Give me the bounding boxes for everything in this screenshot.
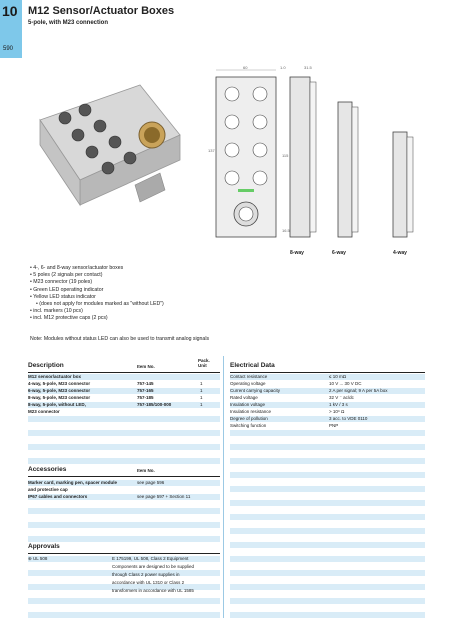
row-stripe <box>230 486 425 492</box>
table-cell-item: 757-185/100-000 <box>137 402 172 407</box>
table-cell-item: see page 597 + Section 11 <box>137 494 191 499</box>
feature-item: • 5 poles (2 signals per contact) <box>30 272 164 279</box>
table-cell-pack: 1 <box>200 395 203 400</box>
feature-item: • M23 connector (19 poles) <box>30 279 164 286</box>
row-stripe <box>28 508 220 514</box>
drawing-label-4way: 4-way <box>393 250 407 256</box>
electrical-label: Operating voltage <box>230 381 266 386</box>
feature-list <box>30 265 164 323</box>
table-cell-pack: 1 <box>200 381 203 386</box>
chapter-number: 10 <box>2 3 18 19</box>
dim-bottom: 16.5 <box>282 228 290 233</box>
table-cell-pack: 1 <box>200 402 203 407</box>
dim-height-8way: 137 <box>208 148 215 153</box>
electrical-label: Insulation resistance <box>230 409 272 414</box>
electrical-label: Current carrying capacity <box>230 388 281 393</box>
feature-item: • Yellow LED status indicator <box>30 294 164 301</box>
item-no-header: Item No. <box>137 364 155 369</box>
table-row: IP67 cables and connectors <box>28 494 88 499</box>
approvals-heading: Approvals <box>28 543 60 550</box>
table-cell-item: 757-165 <box>137 388 154 393</box>
row-stripe <box>230 528 425 534</box>
row-stripe <box>230 458 425 464</box>
row-stripe <box>230 444 425 450</box>
page-subtitle: 5-pole, with M23 connection <box>28 20 109 26</box>
electrical-heading: Electrical Data <box>230 362 275 369</box>
row-stripe <box>28 444 220 450</box>
row-stripe <box>230 500 425 506</box>
approval-text-line: Components are designed to be supplied <box>112 564 195 569</box>
row-stripe <box>28 458 220 464</box>
product-photo <box>30 80 190 230</box>
feature-item: • incl. M12 protective caps (2 pcs) <box>30 315 164 322</box>
table-cell-pack: 1 <box>200 388 203 393</box>
electrical-value: PNP <box>329 423 339 428</box>
ul-icon: ⊛ <box>28 556 34 561</box>
page-number: 590 <box>3 46 14 52</box>
row-stripe <box>230 556 425 562</box>
page-title: M12 Sensor/Actuator Boxes <box>28 5 175 17</box>
row-stripe <box>28 598 220 604</box>
note-text: Note: Modules without status LED can also be used to transmit analog signals <box>30 336 210 342</box>
description-heading: Description <box>28 362 64 369</box>
row-stripe <box>230 612 425 618</box>
dim-height-6way: 115 <box>282 153 289 158</box>
chapter-tab <box>0 0 22 58</box>
row-stripe <box>230 570 425 576</box>
drawing-label-8way: 8-way <box>290 250 304 256</box>
electrical-value: 32 V ⁻ ac/dc <box>329 395 354 400</box>
row-stripe <box>28 522 220 528</box>
table-row: 8-way, 5-pole, without LED, <box>28 402 86 407</box>
dim-depth: 31.5 <box>304 65 312 70</box>
pack-unit-header: Pack. Unit <box>198 358 210 368</box>
table-cell-item: 757-185 <box>137 395 154 400</box>
electrical-value: 10 V ... 30 V DC <box>329 381 362 386</box>
electrical-value: ≤ 10 mΩ <box>329 374 347 379</box>
table-row: and protective cap <box>28 487 68 492</box>
approval-text-line: accordance with UL 1310 or Class 2 <box>112 580 185 585</box>
electrical-label: Insulation voltage <box>230 402 266 407</box>
table-rule <box>230 372 425 373</box>
electrical-value: 1 kV / 3 s <box>329 402 348 407</box>
approval-text-line: E 175199, UL 508, Class 2 Equipment <box>112 556 189 561</box>
approval-text-line: transformers in accordance with UL 1585 <box>112 588 194 593</box>
table-rule <box>28 372 220 373</box>
electrical-value: > 10⁹ Ω <box>329 409 345 414</box>
row-stripe <box>28 430 220 436</box>
electrical-value: 2 A per signal; 9 A per 5A box <box>329 388 388 393</box>
table-rule <box>28 553 220 554</box>
approval-text-line: through Class 2 power supplies in <box>112 572 180 577</box>
table-cell-item: 757-145 <box>137 381 154 386</box>
table-row: 8-way, 5-pole, M23 connector <box>28 395 91 400</box>
ul-mark: ⊛ UL 508 <box>28 556 48 561</box>
row-stripe <box>28 612 220 618</box>
row-stripe <box>230 598 425 604</box>
row-stripe <box>28 536 220 542</box>
dim-width: 60 <box>243 65 248 70</box>
dimension-drawings <box>208 62 438 252</box>
feature-item: • incl. markers (10 pcs) <box>30 308 164 315</box>
feature-item: • (does not apply for modules marked as "without LED") <box>36 301 164 308</box>
table-row: Marker card, marking pen, spacer module <box>28 480 118 485</box>
dim-offset: 1.0 <box>280 65 286 70</box>
accessories-item-header: Item No. <box>137 468 155 473</box>
table-row: M23 connector <box>28 409 60 414</box>
row-stripe <box>230 430 425 436</box>
electrical-label: Switching function <box>230 423 267 428</box>
table-cell-item: see page 596 <box>137 480 165 485</box>
feature-item: • Green LED operating indicator <box>30 287 164 294</box>
electrical-value: 3 acc. to VDE 0110 <box>329 416 368 421</box>
row-stripe <box>230 542 425 548</box>
column-divider <box>223 356 224 618</box>
row-stripe <box>230 514 425 520</box>
table-row: M12 sensor/actuator box <box>28 374 82 379</box>
electrical-label: Degree of pollution <box>230 416 268 421</box>
table-row: 6-way, 5-pole, M23 connector <box>28 388 91 393</box>
electrical-label: Contact resistance <box>230 374 268 379</box>
table-row: 4-way, 5-pole, M23 connector <box>28 381 91 386</box>
drawing-label-6way: 6-way <box>332 250 346 256</box>
row-stripe <box>230 472 425 478</box>
accessories-heading: Accessories <box>28 466 67 473</box>
row-stripe <box>230 584 425 590</box>
electrical-label: Rated voltage <box>230 395 258 400</box>
feature-item: • 4-, 6- and 8-way sensor/actuator boxes <box>30 265 164 272</box>
table-rule <box>28 476 220 477</box>
row-stripe <box>28 416 220 422</box>
